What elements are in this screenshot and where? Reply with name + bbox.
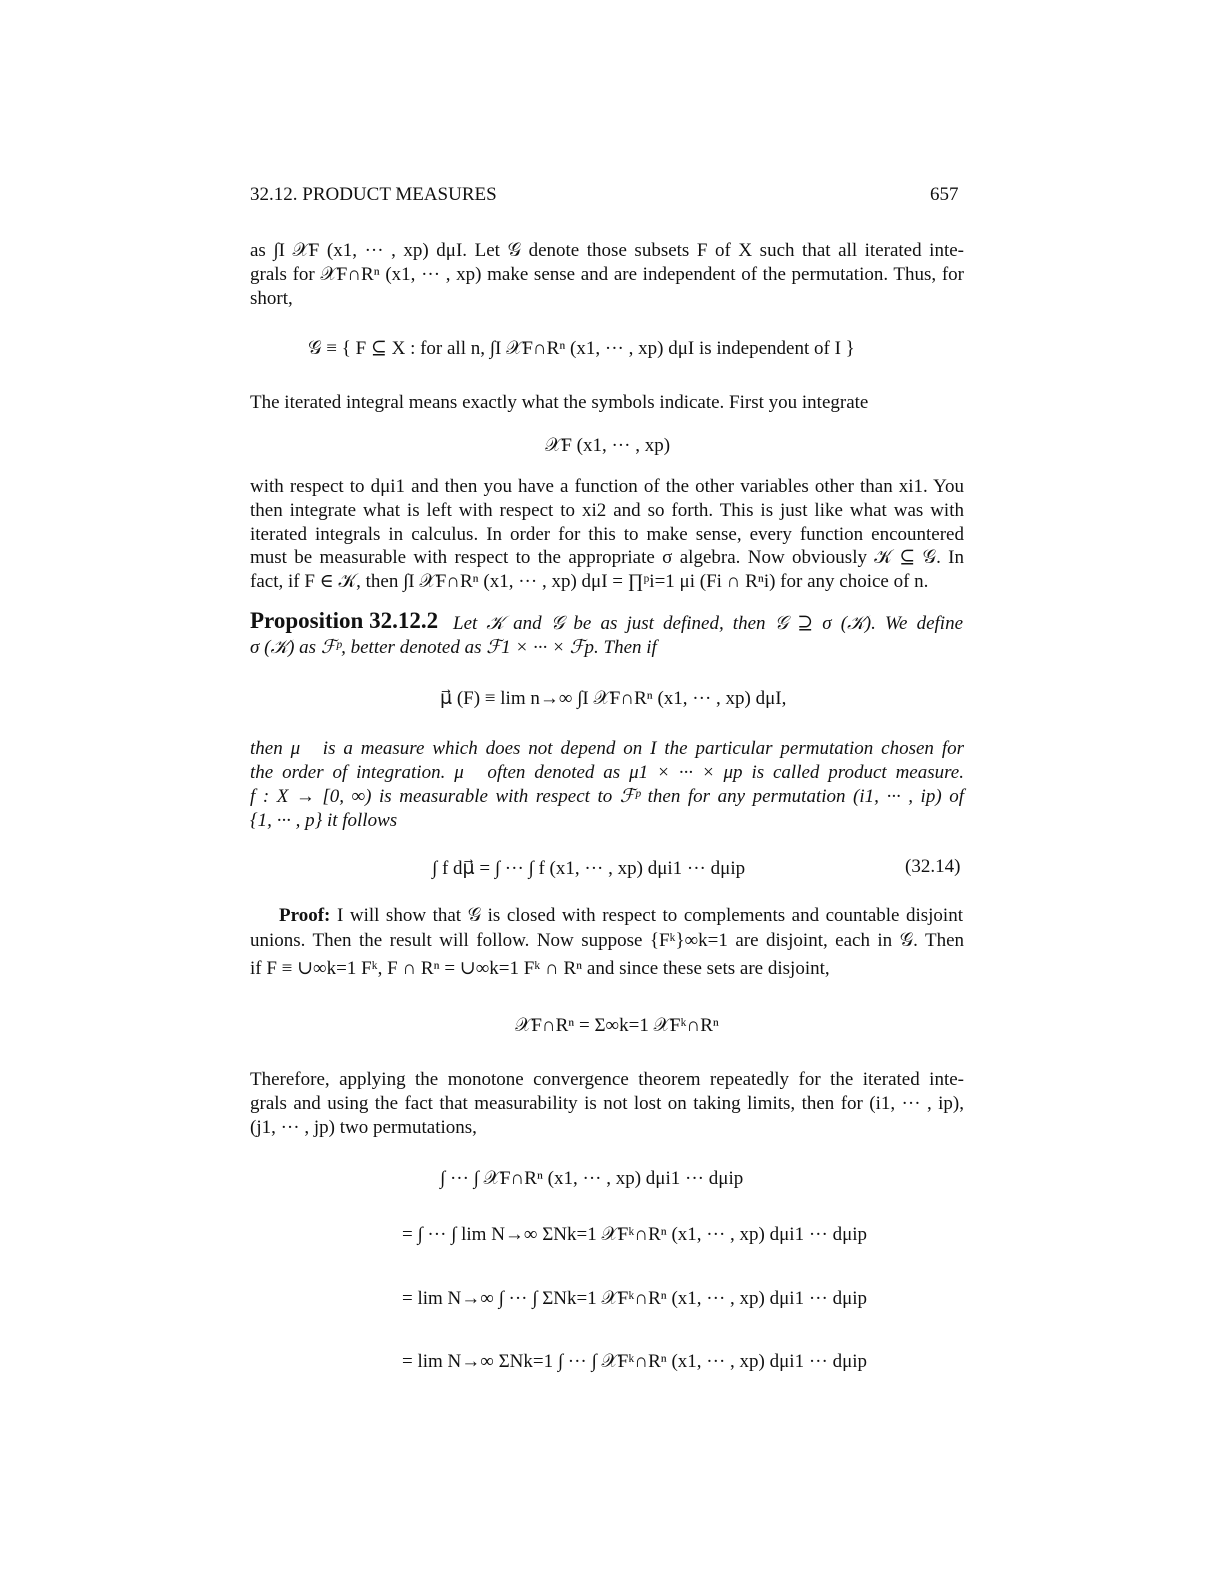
- display-equation-integral: ∫ f dμ⃗ = ∫ ··· ∫ f (x1, ··· , xp) dμi1 ··· dμip: [432, 858, 746, 879]
- running-header-section: 32.12. PRODUCT MEASURES: [250, 184, 497, 205]
- paragraph-line: short,: [250, 288, 293, 309]
- proposition-line: f : X → [0, ∞) is measurable with respect to ℱᵖ then for any permutation (i1, ··· , ip) of: [250, 786, 964, 807]
- proposition-line: Let 𝒦 and 𝒢 be as just defined, then 𝒢 ⊇ σ (𝒦). We define: [453, 613, 963, 634]
- paragraph-line: fact, if F ∈ 𝒦, then ∫I 𝒳F∩Rⁿ (x1, ··· , xp) dμI = ∏ᵖi=1 μi (Fi ∩ Rⁿi) for any choice of n.: [250, 571, 929, 592]
- paragraph-line: as ∫I 𝒳F (x1, ··· , xp) dμI. Let 𝒢 denote those subsets F of X such that all iterated inte-: [250, 240, 964, 261]
- display-equation-G: 𝒢 ≡ { F ⊆ X : for all n, ∫I 𝒳F∩Rⁿ (x1, ··· , xp) dμI is independent of I }: [308, 338, 855, 359]
- equation-chain-row: = ∫ ··· ∫ lim N→∞ ΣNk=1 𝒳Fᵏ∩Rⁿ (x1, ··· , xp) dμi1 ··· dμip: [402, 1224, 868, 1245]
- page-number: 657: [930, 184, 959, 205]
- paragraph-line: iterated integrals in calculus. In order for this to make sense, every function encountered: [250, 524, 964, 545]
- equation-chain-row: = lim N→∞ ΣNk=1 ∫ ··· ∫ 𝒳Fᵏ∩Rⁿ (x1, ··· , xp) dμi1 ··· dμip: [402, 1351, 868, 1372]
- proof-line: I will show that 𝒢 is closed with respect to complements and countable disjoint: [337, 905, 963, 926]
- display-equation-chi: 𝒳F (x1, ··· , xp): [545, 435, 671, 456]
- proof-line: (j1, ··· , jp) two permutations,: [250, 1117, 477, 1138]
- proof-line: grals and using the fact that measurability is not lost on taking limits, then for (i1, ··· , ip),: [250, 1093, 964, 1114]
- paragraph-line: with respect to dμi1 and then you have a function of the other variables other than xi1. You: [250, 476, 964, 497]
- display-equation-mu: μ⃗ (F) ≡ lim n→∞ ∫I 𝒳F∩Rⁿ (x1, ··· , xp) dμI,: [440, 688, 787, 709]
- paragraph-line: grals for 𝒳F∩Rⁿ (x1, ··· , xp) make sense and are independent of the permutation. Thus, for: [250, 264, 964, 285]
- proposition-title: Proposition 32.12.2: [250, 608, 439, 633]
- proof-line: unions. Then the result will follow. Now suppose {Fᵏ}∞k=1 are disjoint, each in 𝒢. Then: [250, 930, 964, 951]
- proof-line: if F ≡ ∪∞k=1 Fᵏ, F ∩ Rⁿ = ∪∞k=1 Fᵏ ∩ Rⁿ and since these sets are disjoint,: [250, 958, 830, 979]
- proof-label: Proof:: [279, 905, 331, 926]
- equation-chain-row: = lim N→∞ ∫ ··· ∫ ΣNk=1 𝒳Fᵏ∩Rⁿ (x1, ··· , xp) dμi1 ··· dμip: [402, 1288, 868, 1309]
- proposition-line: then μ⃗ is a measure which does not depend on I the particular permutation chosen for: [250, 738, 964, 759]
- equation-number: (32.14): [905, 856, 961, 877]
- proposition-line: σ (𝒦) as ℱᵖ, better denoted as ℱ1 × ··· × ℱp. Then if: [250, 637, 657, 658]
- paragraph-line: then integrate what is left with respect to xi2 and so forth. This is just like what was with: [250, 500, 964, 521]
- proof-line: Therefore, applying the monotone convergence theorem repeatedly for the iterated inte-: [250, 1069, 964, 1090]
- proposition-line: {1, ··· , p} it follows: [250, 810, 398, 831]
- proposition-line: the order of integration. μ⃗ often denoted as μ1 × ··· × μp is called product measure.: [250, 762, 964, 783]
- display-equation-sum: 𝒳F∩Rⁿ = Σ∞k=1 𝒳Fᵏ∩Rⁿ: [515, 1015, 719, 1036]
- paragraph-line: must be measurable with respect to the appropriate σ algebra. Now obviously 𝒦 ⊆ 𝒢. In: [250, 547, 964, 568]
- equation-chain-row: ∫ ··· ∫ 𝒳F∩Rⁿ (x1, ··· , xp) dμi1 ··· dμip: [440, 1168, 744, 1189]
- paragraph-line: The iterated integral means exactly what the symbols indicate. First you integrate: [250, 392, 869, 413]
